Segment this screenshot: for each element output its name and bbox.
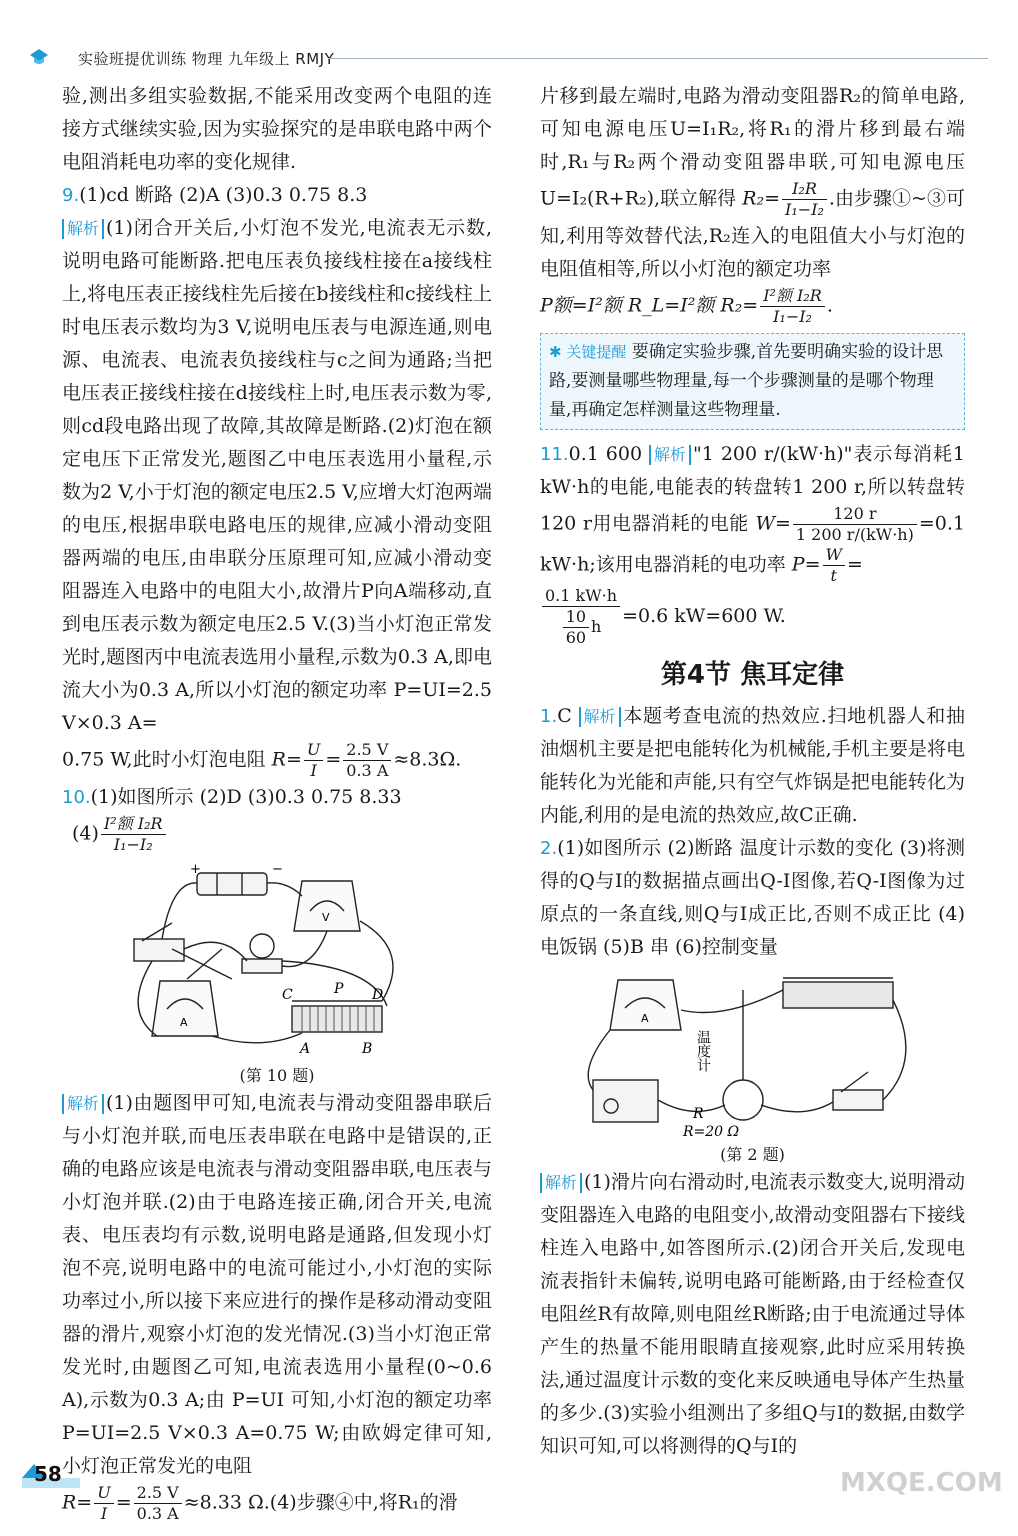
fraction-u-over-i xyxy=(304,740,323,781)
question-10 xyxy=(62,781,492,814)
question-10-result-line: R= $\frac{U}{I}$ = $\frac{2.5 V}{0.3 A}$ ≈8.33 Ω.(4)步骤④中,将R₁的滑 xyxy=(62,1483,458,1523)
fraction-power xyxy=(760,286,825,327)
label-d: D xyxy=(372,987,384,1003)
figure-10-caption: (第 10 题) xyxy=(239,1066,315,1085)
question-11-result: =0.6 kW=600 W. xyxy=(622,605,786,627)
fraction-values xyxy=(134,1483,182,1524)
question-10-part4-label: (4) xyxy=(72,822,99,845)
fraction-power xyxy=(101,814,166,855)
analysis-tag: 解析 xyxy=(579,707,621,727)
right-power-end: . xyxy=(826,294,833,317)
fraction-values xyxy=(343,740,391,781)
key-reminder-text: 要确定实验步骤,首先要明确实验的设计思路,要测量哪些物理量,每一个步骤测量的是哪个物理量,再确定怎样测量这些物理量. xyxy=(549,342,944,420)
question-r1-answer: C xyxy=(557,705,572,727)
question-r2-analysis-text: (1)滑片向右滑动时,电流表示数变大,说明滑动变阻器连入电路的电阻变小,故滑动变阻器右下接线柱连入电路中,如答图所示.(2)闭合开关后,发现电流表指针未偏转,说明电路可能断路,由于经检查仅电阻丝R有故障,则电阻丝R断路;由于电流通过导体产生的热量不能用眼睛直接观察,此时应采用转换法,通过温度计示数的变化来反映通电导体产生热量的多少.(3)实验小组测出了多组Q与I的数据,由数学知识可知,可以将测得的Q与I的 xyxy=(540,1171,966,1457)
fraction-denominator: I₁−I₂ xyxy=(785,200,824,219)
fraction-numerator: 0.1 kW·h xyxy=(542,586,620,607)
fraction-numerator: I₂R xyxy=(782,179,827,200)
question-11-number: 11. xyxy=(540,444,569,465)
fraction-numerator: 2.5 V xyxy=(134,1483,182,1504)
fraction-u-over-i xyxy=(94,1483,113,1524)
question-9-analysis xyxy=(62,212,492,740)
question-10-eq: R= xyxy=(62,1491,93,1514)
fraction-denominator: 0.3 A xyxy=(346,761,389,780)
analysis-tag: 解析 xyxy=(649,445,691,465)
left-column xyxy=(62,80,492,1524)
fraction-w-over-t xyxy=(823,545,845,586)
label-plus: + xyxy=(190,862,201,877)
right-power-line xyxy=(540,286,965,327)
right-p0-eq: R₂= xyxy=(742,187,781,210)
fraction-denominator: 60 xyxy=(565,628,587,647)
label-b: B xyxy=(362,1041,373,1057)
question-10-answer: (1)如图所示 (2)D (3)0.3 0.75 8.33 xyxy=(90,786,402,808)
fraction-numerator: I²额 I₂R xyxy=(101,814,166,835)
question-10-part4 xyxy=(62,814,492,855)
figure-2-caption: (第 2 题) xyxy=(720,1145,785,1164)
fraction-numerator: U xyxy=(94,1483,113,1504)
question-9-answer: (1)cd 断路 (2)A (3)0.3 0.75 8.3 xyxy=(79,184,368,206)
label-voltmeter: V xyxy=(322,911,330,924)
question-10-number: 10. xyxy=(62,787,91,808)
question-r2-analysis xyxy=(540,1166,965,1463)
fraction-numerator: 120 r xyxy=(793,504,917,525)
circuit-diagram-10 xyxy=(112,861,442,1061)
question-r1-text: 本题考查电流的热效应.扫地机器人和抽油烟机主要是把电能转化为机械能,手机主要是将电能转化为光能和声能,只有空气炸锅是把电能转化为内能,利用的是电流的热效应,故C正确. xyxy=(540,705,965,826)
question-9-analysis-text: (1)闭合开关后,小灯泡不发光,电流表无示数,说明电路可能断路.把电压表负接线柱接在a接线柱上,将电压表正接线柱先后接在b接线柱和c接线柱上时电压表示数均为3 V,说明电压表与电源连通,则电源、电流表、电流表负接线柱与c之间为通路;当把电压表正接线柱接在d接线柱上时,电压表示数为零,则cd段电路出现了故障,其故障是断路.(2)灯泡在额定电压下正常发光,题图乙中电压表选用小量程,示数为2 V,小于灯泡的额定电压2.5 V,应增大灯泡两端的电压,根据串联电路电压的规律,应减小滑动变阻器两端的电压,由串联分压原理可知,应减小滑动变阻器连入电路中的电阻大小,故滑片P向A端移动,直到电压表示数为额定电压2.5 V.(3)当小灯泡正常发光时,题图丙中电流表选用小量程,示数为0.3 A,即电流大小为0.3 A,所以小灯泡的额定功率 P=UI=2.5 V×0.3 A= xyxy=(62,217,492,734)
header-rule xyxy=(328,58,988,59)
right-column xyxy=(540,80,965,1463)
question-9-eq: R= xyxy=(271,748,302,771)
fraction-denominator: I₁−I₂ xyxy=(773,307,812,326)
fraction-time-unit: h xyxy=(591,617,602,636)
label-r: R xyxy=(692,1106,704,1122)
left-paragraph-0: 验,测出多组实验数据,不能采用改变两个电阻的连接方式继续实验,因为实验探究的是串联电路中两个电阻消耗电功率的变化规律. xyxy=(62,85,492,173)
question-r1-number: 1. xyxy=(540,706,558,727)
analysis-tag: 解析 xyxy=(540,1173,582,1193)
fraction-power-value xyxy=(542,586,620,648)
section-title: 第4节 焦耳定律 xyxy=(660,660,845,690)
analysis-tag: 解析 xyxy=(62,219,104,239)
page-number xyxy=(20,1460,82,1490)
label-a: A xyxy=(300,1041,311,1057)
question-11-eq2: P= xyxy=(791,553,821,576)
label-r-value: R=20 Ω xyxy=(682,1124,739,1140)
fraction-numerator: 2.5 V xyxy=(343,740,391,761)
question-9-number: 9. xyxy=(62,185,80,206)
label-thermometer: 温度计 xyxy=(694,1030,711,1072)
analysis-tag: 解析 xyxy=(62,1094,104,1114)
figure-10 xyxy=(112,861,442,1061)
label-ammeter: A xyxy=(640,1012,649,1025)
fraction-denominator: 0.3 A xyxy=(136,1504,179,1523)
question-r2 xyxy=(540,832,965,964)
page-header xyxy=(28,44,990,74)
question-11-mid: =0.1 kW·h;该用电器消耗的电功率 xyxy=(540,512,965,576)
question-9-tail: 0.75 W,此时小灯泡电阻 xyxy=(62,748,266,771)
fraction-denominator: I xyxy=(310,761,317,780)
label-ammeter: A xyxy=(180,1016,188,1029)
question-11-answer: 0.1 600 xyxy=(568,443,643,465)
question-r2-answer: (1)如图所示 (2)断路 温度计示数的变化 (3)将测得的Q与I的数据描点画出Q-I图像,若Q-I图像为过原点的一条直线,则Q与I成正比,否则不成正比 (4)电饭锅 (5)B 串 (6)控制变量 xyxy=(540,837,965,958)
circuit-diagram-2 xyxy=(573,970,933,1140)
fraction-energy xyxy=(793,504,917,545)
label-c: C xyxy=(282,987,293,1003)
question-10-analysis-text: (1)由题图甲可知,电流表与滑动变阻器串联后与小灯泡并联,而电压表串联在电路中是错误的,正确的电路应该是电流表与滑动变阻器串联,电压表与小灯泡并联.(2)由于电路连接正确,闭合开关,电流表、电压表均有示数,说明电路是通路,但发现小灯泡不亮,说明电路中的电流可能过小,小灯泡的实际功率过小,所以接下来应进行的操作是移动滑动变阻器的滑片,观察小灯泡的发光情况.(3)当小灯泡正常发光时,由题图乙可知,电流表选用小量程(0~0.6 A),示数为0.3 A;由 P=UI 可知,小灯泡的额定功率 P=UI=2.5 V×0.3 A=0.75 W;由欧姆定律可知,小灯泡正常发光的电阻 xyxy=(62,1092,492,1477)
right-p0-text: 片移到最左端时,电路为滑动变阻器R₂的简单电路,可知电源电压U=I₁R₂,将R₁的滑片移到最右端时,R₁与R₂两个滑动变阻器串联,可知电源电压U=I₂(R+R₂),联立解得 xyxy=(540,85,965,210)
right-p0-tail: .由步骤①~③可知,利用等效替代法,R₂连入的电阻值大小与灯泡的电阻值相等,所以小灯泡的额定功率 xyxy=(540,187,965,280)
fraction-denominator: t xyxy=(830,566,837,585)
fraction-denominator: 1 200 r/(kW·h) xyxy=(795,525,914,544)
book-logo-icon xyxy=(28,46,50,68)
label-p: P xyxy=(334,981,344,997)
key-reminder-label: ✱ 关键提醒 xyxy=(549,343,627,361)
page-number-text: 58 xyxy=(34,1462,62,1486)
fraction-denominator: I xyxy=(100,1504,108,1523)
question-9 xyxy=(62,179,492,212)
key-reminder-label-text: 关键提醒 xyxy=(566,343,627,361)
question-r1 xyxy=(540,700,965,832)
fraction-numerator: W xyxy=(823,545,845,566)
fraction-time xyxy=(563,607,589,648)
question-11 xyxy=(540,438,965,586)
fraction-numerator: 10 xyxy=(563,607,589,628)
figure-2 xyxy=(573,970,933,1140)
right-power-eq: P额=I²额 R_L=I²额 R₂= xyxy=(540,294,759,317)
fraction-numerator: U xyxy=(304,740,323,761)
question-r2-number: 2. xyxy=(540,838,558,859)
question-11-eq3: = xyxy=(846,553,863,576)
question-10-analysis xyxy=(62,1087,492,1483)
fraction-r2 xyxy=(782,179,827,220)
question-11-eq: W= xyxy=(755,512,791,535)
right-paragraph-0 xyxy=(540,80,965,286)
label-minus: − xyxy=(272,862,283,877)
question-11-text: "1 200 r/(kW·h)"表示每消耗1 kW·h的电能,电能表的转盘转1 200 r,所以转盘转120 r用电器消耗的电能 xyxy=(540,443,965,535)
fraction-denominator xyxy=(542,607,620,648)
fraction-numerator: I²额 I₂R xyxy=(760,286,825,307)
header-title: 实验班提优训练 物理 九年级上 RMJY xyxy=(78,50,335,68)
fraction-denominator: I₁−I₂ xyxy=(113,835,153,854)
question-10-result: ≈8.33 Ω.(4)步骤④中,将R₁的滑 xyxy=(183,1491,458,1514)
question-9-result: ≈8.3Ω. xyxy=(393,748,462,771)
question-9-result-line: 0.75 W,此时小灯泡电阻 R= $\frac{U}{I}$ = $\frac{2.5 V}{0.3 A}$ ≈8.3Ω. xyxy=(62,740,462,780)
watermark: MXQE.COM xyxy=(840,1468,1003,1498)
question-11-result-line xyxy=(540,586,965,648)
key-reminder-box xyxy=(540,333,965,430)
